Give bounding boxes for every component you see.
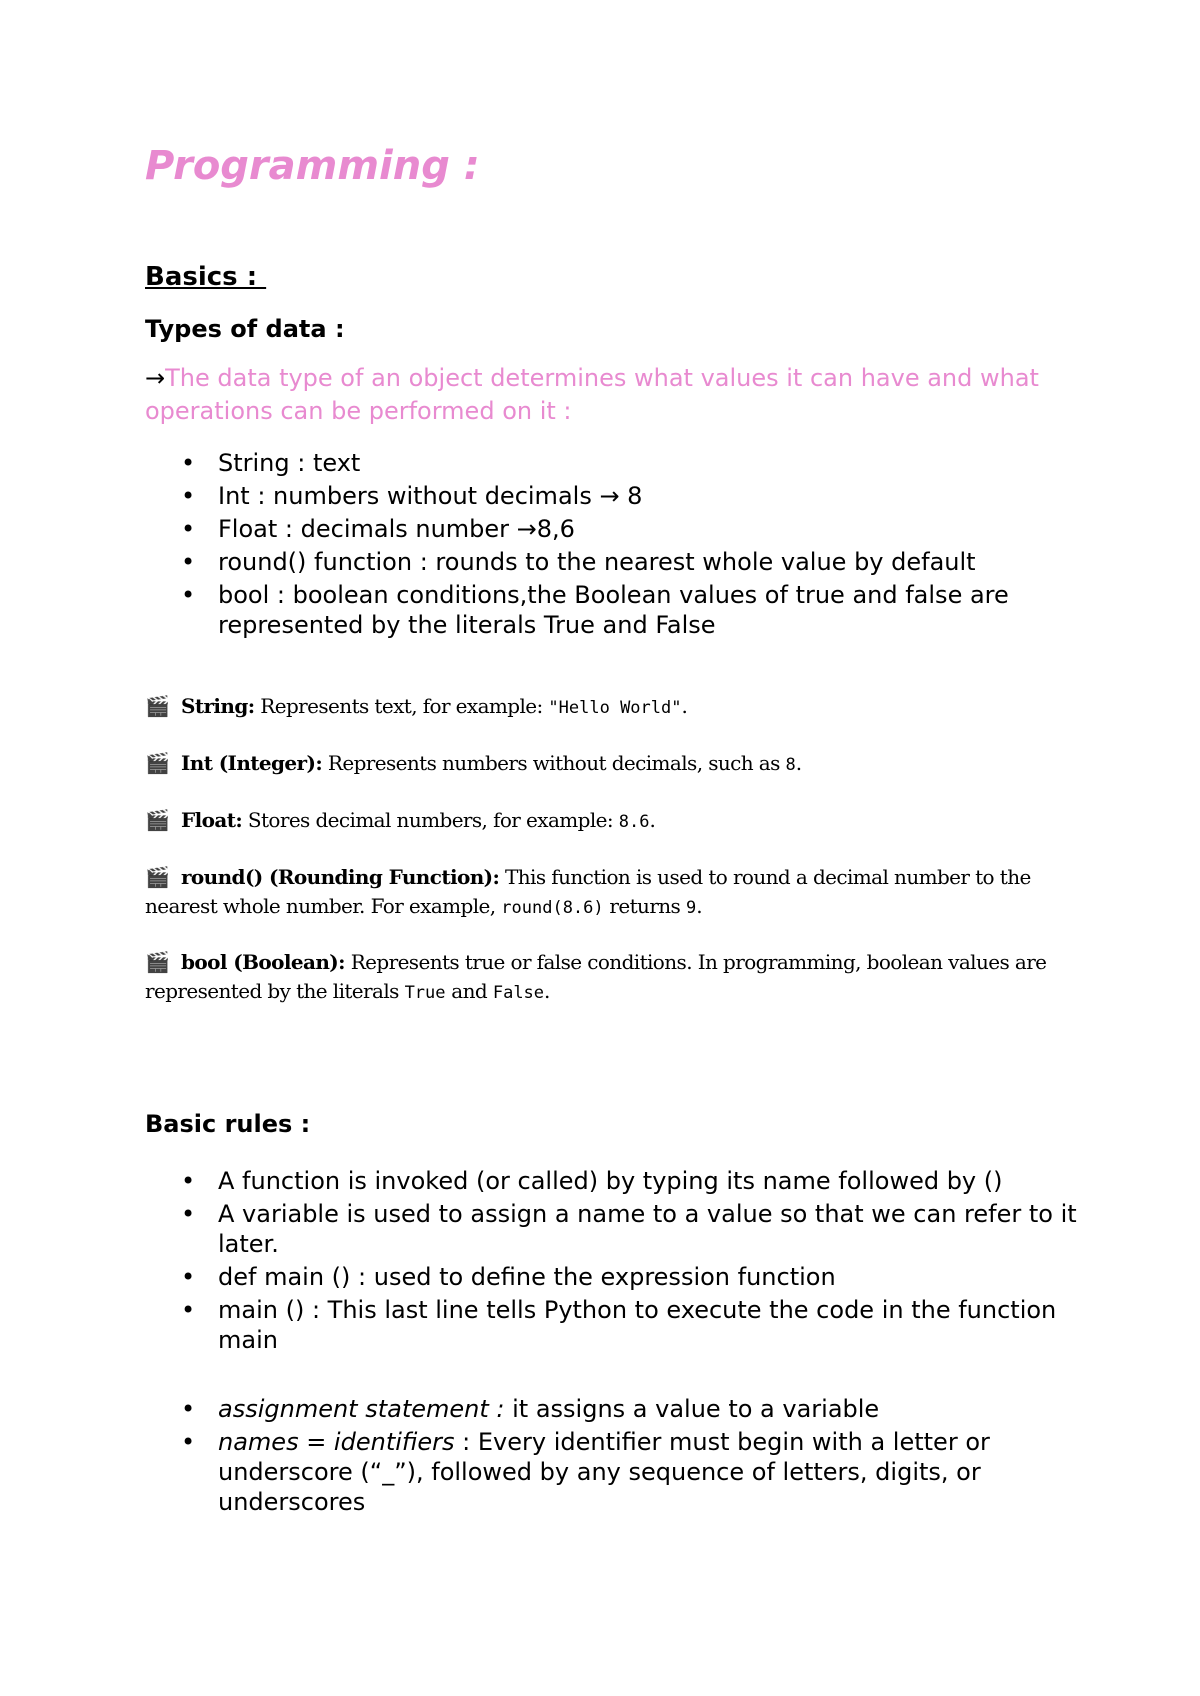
list-item: • def main () : used to define the expression function: [145, 1262, 1085, 1292]
detail-int: [145, 749, 1065, 780]
list-item: • main () : This last line tells Python to execute the code in the function main: [145, 1295, 1085, 1355]
arrow-icon: →: [145, 364, 166, 392]
intro-text: The data type of an object determines what values it can have and what operations can be performed on it :: [145, 364, 1039, 425]
detail-float: [145, 806, 1065, 837]
detail-text: Represents text, for example:: [254, 694, 549, 718]
detail-text: Represents true or false conditions. In programming, boolean values are represented by the literals: [145, 950, 1047, 1003]
page-title: Programming :: [145, 143, 480, 189]
rules-list: [145, 1166, 1085, 1358]
detail-text: Stores decimal numbers, for example:: [242, 808, 619, 832]
term: names = identifiers: [218, 1428, 455, 1456]
detail-text-2: and: [445, 979, 493, 1003]
detail-end: .: [696, 894, 702, 918]
detail-label: Float:: [181, 808, 243, 832]
types-list: [145, 448, 1085, 643]
detail-code: 8.6: [618, 812, 650, 832]
list-item: [145, 1427, 1085, 1517]
list-item: • bool : boolean conditions,the Boolean values of true and false are represented by the literals True and False: [145, 580, 1085, 640]
detail-code-2: 9: [685, 898, 697, 918]
clapper-board-icon: 🎬: [145, 694, 170, 718]
detail-label: bool (Boolean):: [181, 950, 345, 974]
list-item: • A function is invoked (or called) by typing its name followed by (): [145, 1166, 1085, 1196]
list-item: • Float : decimals number →8,6: [145, 514, 1085, 544]
detail-text-2: returns: [603, 894, 686, 918]
detail-label: String:: [181, 694, 255, 718]
list-item: • Int : numbers without decimals → 8: [145, 481, 1085, 511]
list-item: • round() function : rounds to the nearest whole value by default: [145, 547, 1085, 577]
types-of-data-heading: Types of data :: [145, 315, 345, 343]
intro-paragraph: [145, 362, 1085, 428]
detail-text: Represents numbers without decimals, such as: [322, 751, 786, 775]
detail-code: "Hello World": [548, 698, 682, 718]
detail-bool: [145, 948, 1065, 1008]
detail-end: .: [795, 751, 802, 775]
detail-code: round(8.6): [501, 898, 604, 918]
detail-end: .: [544, 979, 550, 1003]
list-item: • String : text: [145, 448, 1085, 478]
detail-code: 8: [785, 755, 796, 775]
detail-text: This function is used to round a decimal number to the nearest whole number. For example,: [145, 865, 1031, 918]
definition: : Every identifier must begin with a letter or underscore (“_”), followed by any sequence of letters, digits, or underscores: [218, 1428, 990, 1516]
detail-label: Int (Integer):: [181, 751, 323, 775]
detail-end: .: [649, 808, 656, 832]
clapper-board-icon: 🎬: [145, 865, 170, 889]
list-item: • A variable is used to assign a name to a value so that we can refer to it later.: [145, 1199, 1085, 1259]
list-item: [145, 1394, 1085, 1424]
detail-end: .: [681, 694, 688, 718]
clapper-board-icon: 🎬: [145, 808, 170, 832]
detail-string: [145, 692, 1065, 723]
detail-label: round() (Rounding Function):: [181, 865, 500, 889]
detail-code: True: [404, 983, 446, 1003]
basic-rules-heading: Basic rules :: [145, 1110, 311, 1138]
definition: it assigns a value to a variable: [504, 1395, 880, 1423]
basics-heading: Basics :: [145, 262, 267, 292]
detail-round: [145, 863, 1065, 923]
detail-code-2: False: [492, 983, 545, 1003]
term: assignment statement :: [218, 1395, 505, 1423]
clapper-board-icon: 🎬: [145, 950, 170, 974]
rules-list-2: [145, 1394, 1085, 1520]
clapper-board-icon: 🎬: [145, 751, 170, 775]
